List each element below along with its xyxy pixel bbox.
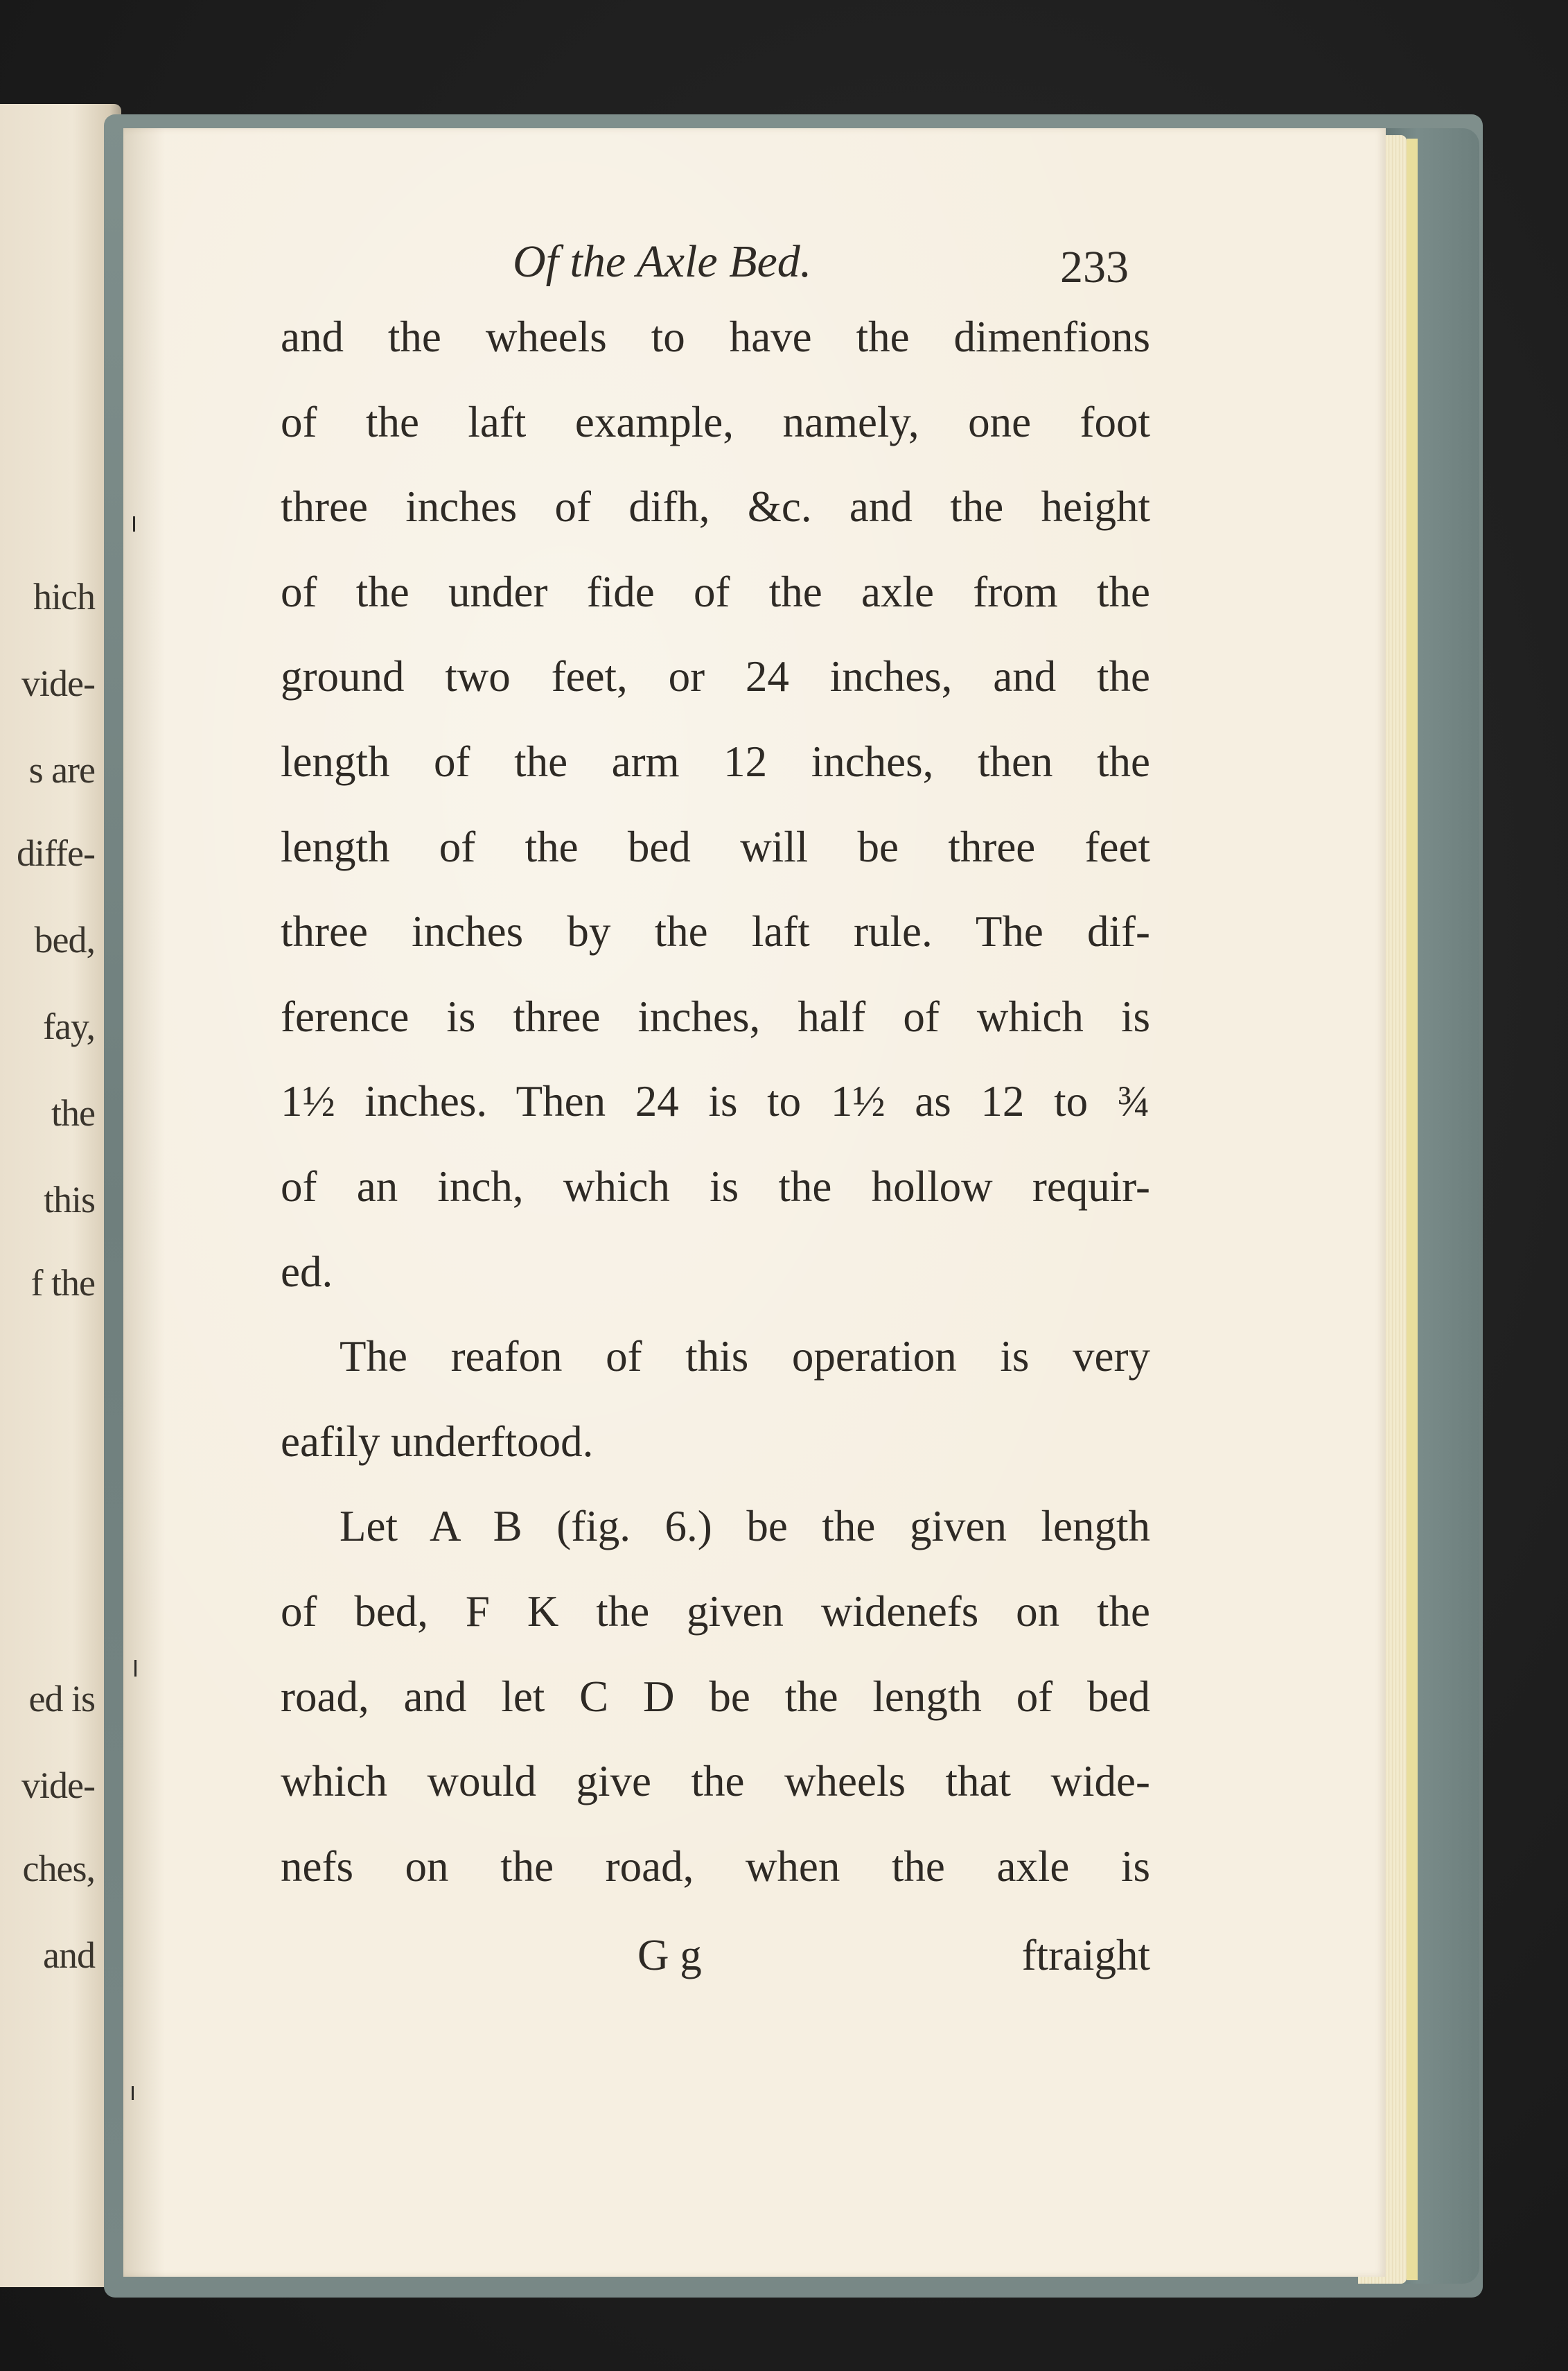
page-header: [0, 236, 1568, 298]
text-line: of the laft example, namely, one foot: [281, 398, 1150, 446]
text-line: three inches of difh, &c. and the height: [281, 482, 1150, 531]
text-line: nefs on the road, when the axle is: [281, 1842, 1150, 1891]
previous-page-line: and: [43, 1934, 95, 1976]
text-line: length of the arm 12 inches, then the: [281, 737, 1150, 786]
signature-mark: G g: [637, 1931, 702, 1979]
previous-page-line: this: [43, 1179, 95, 1221]
previous-page-line: ches,: [22, 1848, 95, 1889]
previous-page-line: the: [51, 1092, 95, 1134]
text-line: of bed, F K the given widenefs on the: [281, 1587, 1150, 1636]
previous-page-line: s are: [28, 749, 95, 791]
previous-page-line: hich: [33, 576, 95, 618]
catchword: ftraight: [1021, 1931, 1150, 1979]
previous-page-line: diffe-: [17, 832, 95, 874]
text-line: which would give the wheels that wide-: [281, 1757, 1150, 1805]
previous-page-line: vide-: [21, 1765, 95, 1806]
gutter-mark: [133, 516, 135, 532]
previous-page-line: bed,: [34, 919, 95, 961]
running-head: Of the Axle Bed.: [513, 236, 812, 287]
text-line: Let A B (fig. 6.) be the given length: [340, 1502, 1150, 1550]
text-line: ed.: [281, 1248, 333, 1296]
previous-page-line: ed is: [28, 1678, 95, 1720]
text-line: length of the bed will be three feet: [281, 823, 1150, 871]
page-number: 233: [1060, 242, 1129, 292]
previous-page-line: vide-: [21, 663, 95, 704]
text-line: eafily underftood.: [281, 1417, 594, 1466]
page-edge-gilt: [1407, 139, 1418, 2280]
text-line: and the wheels to have the dimenfions: [281, 313, 1150, 361]
text-line: road, and let C D be the length of bed: [281, 1672, 1150, 1721]
gutter-mark: [132, 2086, 134, 2100]
text-line: three inches by the laft rule. The dif-: [281, 907, 1150, 956]
previous-page-edge: [0, 104, 121, 2287]
text-line: of the under fide of the axle from the: [281, 568, 1150, 616]
previous-page-line: f the: [30, 1262, 95, 1304]
text-line: ground two feet, or 24 inches, and the: [281, 652, 1150, 701]
page-footer: [281, 1930, 1150, 1986]
text-line: 1½ inches. Then 24 is to 1½ as 12 to ¾: [281, 1077, 1150, 1126]
previous-page-line: fay,: [43, 1006, 95, 1047]
text-line: of an inch, which is the hollow requir-: [281, 1162, 1150, 1211]
gutter-mark: [134, 1660, 136, 1677]
text-line: The reafon of this operation is very: [340, 1332, 1150, 1381]
text-line: ference is three inches, half of which is: [281, 992, 1150, 1041]
